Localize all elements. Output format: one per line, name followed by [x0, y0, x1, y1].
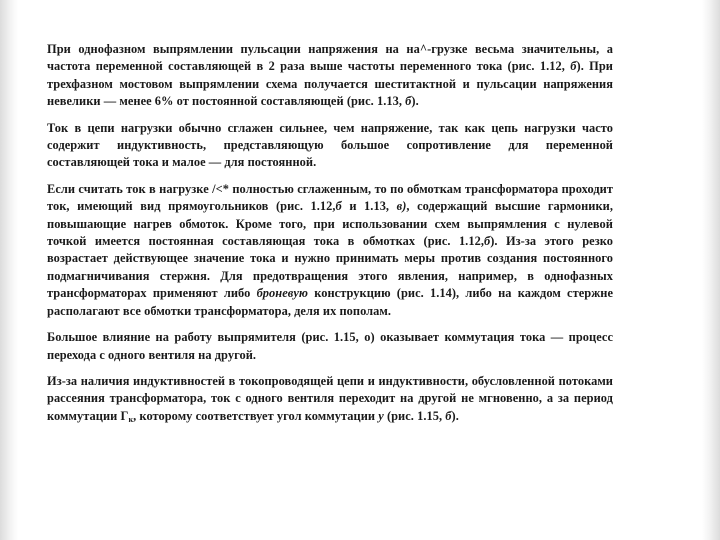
paragraph-1-text-c: ). — [411, 94, 419, 109]
paragraph-3-text-d: ). Из-за этого резко возрастает действующее значение тока и нужно принимать меры против создания постоянного подмагничивания стержня. Для предотвращения этого явления, например, в однофазных трансформаторах применяют либо — [47, 234, 613, 301]
paragraph-1 — [47, 41, 613, 111]
figure-ref-italic: б — [445, 408, 452, 423]
paragraph-5-text-a: Из-за наличия индуктивностей в токопроводящей цепи и индуктивности, обусловленной потоками рассеяния трансформатора, ток с одного вентиля переходит на другой не мгновенно, а за период коммутации Г — [47, 373, 613, 423]
figure-ref-italic: б — [405, 94, 412, 109]
italic-term: броневую — [256, 286, 308, 301]
paragraph-4: Большое влияние на работу выпрямителя (рис. 1.15, о) оказывает коммутация тока — процесс перехода с одного вентиля на другой. — [47, 330, 613, 362]
right-page-edge — [702, 0, 720, 540]
paragraph-3-text-c: , содержащий высшие гармоники, повышающие нагрев обмоток. Кроме того, при использовании схем выпрямления с нулевой точкой имеется постоянная составляющая тока в обмотках (рис. 1.12, — [47, 199, 613, 249]
paragraph-5 — [47, 373, 613, 425]
paragraph-3-text-a: Если считать ток в нагрузке /<* полностью сглаженным, то по обмоткам трансформатора проходит ток, имеющий вид прямоугольников (рис. 1.12, — [47, 181, 613, 214]
figure-ref-italic: б — [483, 234, 491, 249]
figure-ref-italic: б — [570, 59, 577, 74]
italic-symbol: у — [378, 408, 384, 423]
paragraph-5-text-b: , которому соответствует угол коммутации — [133, 408, 379, 423]
paragraph-3 — [47, 181, 613, 320]
paragraph-1-text-a: При однофазном выпрямлении пульсации напряжения на на^-грузке весьма значительны, а частота переменной составляющей в 2 раза выше частоты переменного тока (рис. 1.12, — [47, 42, 613, 74]
paragraph-3-text-e: конструкцию (рис. 1.14), либо на каждом стержне располагают все обмотки трансформатора, деля их пополам. — [47, 286, 614, 318]
document-body — [47, 41, 613, 425]
paragraph-1-text-b: ). При трехфазном мостовом выпрямлении схема получается шеститактной и пульсации напряжения невелики — менее 6% от постоянной составляющей (рис. 1.13, — [47, 59, 613, 109]
figure-ref-italic: в) — [396, 199, 407, 214]
paragraph-5-text-d: ). — [451, 408, 459, 423]
paragraph-5-text-c: (рис. 1.15, — [383, 408, 446, 423]
left-page-edge — [0, 0, 18, 540]
subscript: к — [128, 414, 134, 424]
paragraph-2: Ток в цепи нагрузки обычно сглажен сильнее, чем напряжение, так как цепь нагрузки часто содержит индуктивность, представляющую большое сопротивление для переменной составляющей тока и малое — для постоянной. — [47, 120, 613, 170]
paragraph-3-text-b: и 1.13, — [341, 199, 397, 214]
figure-ref-italic: б — [335, 199, 342, 214]
